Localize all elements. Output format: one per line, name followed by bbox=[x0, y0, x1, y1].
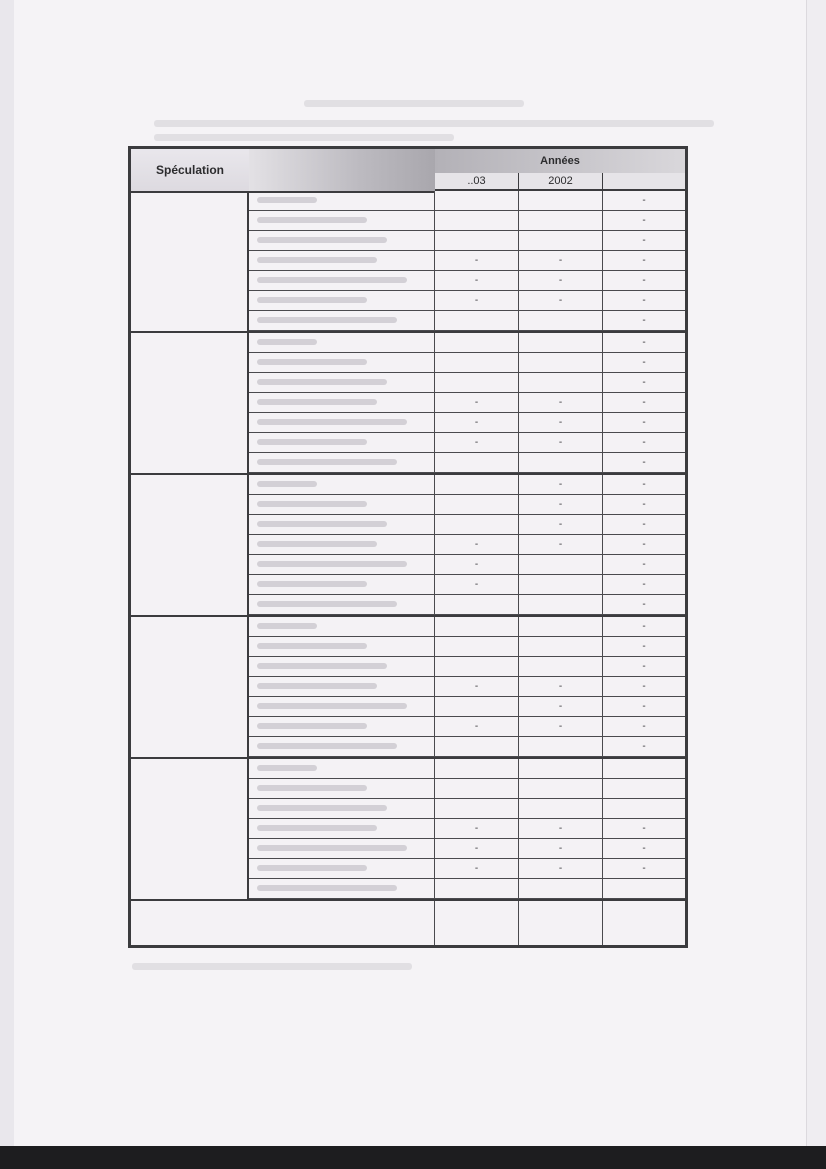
value-cell: - bbox=[642, 255, 646, 266]
criteria-cell bbox=[249, 879, 435, 898]
speculation-group bbox=[131, 617, 685, 759]
value-cell: - bbox=[642, 741, 646, 752]
value-cell bbox=[519, 617, 603, 636]
illegible-text bbox=[257, 765, 317, 771]
value-cell: - bbox=[435, 859, 519, 878]
value-cell: - bbox=[642, 315, 646, 326]
value-cell: - bbox=[435, 413, 519, 432]
illegible-text bbox=[257, 885, 397, 891]
table-row bbox=[249, 657, 685, 677]
value-cell: - bbox=[519, 839, 603, 858]
criteria-cell bbox=[249, 535, 435, 554]
value-cell: - bbox=[519, 697, 603, 716]
total-row bbox=[131, 901, 685, 945]
illegible-text bbox=[257, 845, 407, 851]
header-year-1: ..03 bbox=[435, 173, 519, 191]
value-cell: - bbox=[519, 271, 603, 290]
illegible-text bbox=[257, 581, 367, 587]
value-cell bbox=[435, 333, 519, 352]
criteria-cell bbox=[249, 453, 435, 472]
value-cell bbox=[603, 879, 685, 898]
illegible-text bbox=[257, 217, 367, 223]
criteria-cell bbox=[249, 575, 435, 594]
value-cell bbox=[519, 231, 603, 250]
value-cell bbox=[519, 799, 603, 818]
value-cell: - bbox=[435, 839, 519, 858]
criteria-cell bbox=[249, 677, 435, 696]
value-cell: - bbox=[435, 393, 519, 412]
value-cell bbox=[435, 453, 519, 472]
criteria-cell bbox=[249, 271, 435, 290]
value-cell: - bbox=[435, 819, 519, 838]
faded-title-line bbox=[154, 120, 714, 127]
value-cell: - bbox=[642, 599, 646, 610]
value-cell: - bbox=[519, 433, 603, 452]
value-cell: - bbox=[519, 291, 603, 310]
value-cell: - bbox=[435, 717, 519, 736]
table-row bbox=[249, 879, 685, 899]
table-row bbox=[249, 555, 685, 575]
criteria-cell bbox=[249, 191, 435, 210]
header-year-2: 2002 bbox=[519, 173, 603, 191]
value-cell: - bbox=[642, 357, 646, 368]
criteria-cell bbox=[249, 311, 435, 330]
value-cell: - bbox=[642, 579, 646, 590]
value-cell bbox=[435, 617, 519, 636]
value-cell bbox=[435, 211, 519, 230]
total-value-cell bbox=[519, 901, 603, 945]
value-cell: - bbox=[435, 555, 519, 574]
criteria-cell bbox=[249, 373, 435, 392]
value-cell: - bbox=[642, 863, 646, 874]
value-cell: - bbox=[642, 843, 646, 854]
value-cell: - bbox=[642, 539, 646, 550]
value-cell bbox=[435, 759, 519, 778]
speculation-group bbox=[131, 191, 685, 333]
value-cell: - bbox=[642, 499, 646, 510]
value-cell bbox=[435, 737, 519, 756]
illegible-text bbox=[257, 399, 377, 405]
value-cell: - bbox=[642, 823, 646, 834]
criteria-cell bbox=[249, 717, 435, 736]
value-cell: - bbox=[519, 413, 603, 432]
header-criteria bbox=[249, 149, 435, 193]
criteria-cell bbox=[249, 413, 435, 432]
faded-title-line bbox=[304, 100, 524, 107]
value-cell: - bbox=[519, 859, 603, 878]
illegible-text bbox=[257, 561, 407, 567]
value-cell bbox=[435, 637, 519, 656]
table-row bbox=[249, 617, 685, 637]
value-cell bbox=[603, 759, 685, 778]
illegible-text bbox=[257, 501, 367, 507]
value-cell: - bbox=[435, 291, 519, 310]
table-row bbox=[249, 575, 685, 595]
illegible-text bbox=[257, 643, 367, 649]
illegible-text bbox=[257, 459, 397, 465]
faded-title-line bbox=[154, 134, 454, 141]
table-row bbox=[249, 291, 685, 311]
value-cell: - bbox=[435, 677, 519, 696]
table-row bbox=[249, 595, 685, 615]
table-row bbox=[249, 759, 685, 779]
table-row bbox=[249, 637, 685, 657]
value-cell: - bbox=[435, 575, 519, 594]
illegible-text bbox=[257, 541, 377, 547]
value-cell: - bbox=[435, 251, 519, 270]
value-cell bbox=[603, 779, 685, 798]
value-cell bbox=[435, 799, 519, 818]
criteria-cell bbox=[249, 819, 435, 838]
value-cell: - bbox=[519, 819, 603, 838]
speculation-group bbox=[131, 333, 685, 475]
criteria-cell bbox=[249, 779, 435, 798]
value-cell: - bbox=[642, 641, 646, 652]
value-cell: - bbox=[642, 377, 646, 388]
criteria-cell bbox=[249, 839, 435, 858]
value-cell: - bbox=[519, 515, 603, 534]
illegible-text bbox=[257, 805, 387, 811]
criteria-cell bbox=[249, 595, 435, 614]
table-row bbox=[249, 251, 685, 271]
value-cell bbox=[435, 373, 519, 392]
table-row bbox=[249, 859, 685, 879]
value-cell bbox=[519, 637, 603, 656]
value-cell bbox=[435, 231, 519, 250]
illegible-text bbox=[257, 785, 367, 791]
criteria-cell bbox=[249, 657, 435, 676]
value-cell bbox=[519, 595, 603, 614]
value-cell: - bbox=[642, 337, 646, 348]
criteria-cell bbox=[249, 353, 435, 372]
table-row bbox=[249, 393, 685, 413]
value-cell bbox=[435, 879, 519, 898]
criteria-cell bbox=[249, 859, 435, 878]
table-row bbox=[249, 453, 685, 473]
speculation-group bbox=[131, 475, 685, 617]
value-cell: - bbox=[435, 535, 519, 554]
value-cell: - bbox=[519, 475, 603, 494]
illegible-text bbox=[257, 743, 397, 749]
value-cell bbox=[435, 779, 519, 798]
value-cell: - bbox=[519, 717, 603, 736]
table-row bbox=[249, 697, 685, 717]
faded-source-note bbox=[132, 963, 412, 970]
table-row bbox=[249, 819, 685, 839]
scan-bottom-edge bbox=[0, 1146, 826, 1169]
table-row bbox=[249, 373, 685, 393]
table-row bbox=[249, 677, 685, 697]
illegible-text bbox=[257, 257, 377, 263]
value-cell: - bbox=[642, 661, 646, 672]
illegible-text bbox=[257, 439, 367, 445]
value-cell: - bbox=[642, 437, 646, 448]
illegible-text bbox=[257, 865, 367, 871]
value-cell: - bbox=[642, 417, 646, 428]
illegible-text bbox=[257, 481, 317, 487]
value-cell: - bbox=[435, 433, 519, 452]
value-cell: - bbox=[642, 681, 646, 692]
table-row bbox=[249, 191, 685, 211]
value-cell bbox=[435, 697, 519, 716]
value-cell: - bbox=[642, 701, 646, 712]
criteria-cell bbox=[249, 475, 435, 494]
table-row bbox=[249, 475, 685, 495]
illegible-text bbox=[257, 339, 317, 345]
value-cell bbox=[519, 453, 603, 472]
table-row bbox=[249, 515, 685, 535]
illegible-text bbox=[257, 277, 407, 283]
value-cell bbox=[435, 311, 519, 330]
illegible-text bbox=[257, 359, 367, 365]
value-cell: - bbox=[642, 215, 646, 226]
header-year-3 bbox=[603, 173, 685, 191]
criteria-cell bbox=[249, 333, 435, 352]
table-row bbox=[249, 717, 685, 737]
value-cell bbox=[435, 657, 519, 676]
criteria-cell bbox=[249, 495, 435, 514]
value-cell: - bbox=[642, 519, 646, 530]
value-cell: - bbox=[642, 235, 646, 246]
table-row bbox=[249, 353, 685, 373]
header-speculation: Spéculation bbox=[131, 149, 251, 193]
value-cell: - bbox=[519, 393, 603, 412]
value-cell: - bbox=[642, 621, 646, 632]
speculation-label bbox=[131, 759, 249, 899]
value-cell bbox=[519, 311, 603, 330]
criteria-cell bbox=[249, 617, 435, 636]
value-cell bbox=[519, 779, 603, 798]
value-cell bbox=[519, 737, 603, 756]
table-row bbox=[249, 211, 685, 231]
illegible-text bbox=[257, 197, 317, 203]
value-cell bbox=[519, 211, 603, 230]
value-cell: - bbox=[642, 195, 646, 206]
criteria-cell bbox=[249, 555, 435, 574]
table-row bbox=[249, 535, 685, 555]
illegible-text bbox=[257, 379, 387, 385]
value-cell: - bbox=[642, 559, 646, 570]
value-cell bbox=[435, 191, 519, 210]
speculation-label bbox=[131, 475, 249, 615]
value-cell: - bbox=[642, 295, 646, 306]
value-cell bbox=[435, 475, 519, 494]
table-row bbox=[249, 779, 685, 799]
header-annees: Années bbox=[435, 149, 685, 174]
value-cell: - bbox=[519, 677, 603, 696]
criteria-cell bbox=[249, 211, 435, 230]
scan-left-edge bbox=[0, 0, 15, 1169]
table-row bbox=[249, 433, 685, 453]
table-row bbox=[249, 333, 685, 353]
value-cell bbox=[435, 353, 519, 372]
value-cell: - bbox=[435, 271, 519, 290]
value-cell: - bbox=[642, 721, 646, 732]
speculation-label bbox=[131, 191, 249, 331]
illegible-text bbox=[257, 419, 407, 425]
criteria-cell bbox=[249, 231, 435, 250]
speculation-label bbox=[131, 333, 249, 473]
value-cell bbox=[435, 595, 519, 614]
table-row bbox=[249, 737, 685, 757]
table-row bbox=[249, 495, 685, 515]
value-cell bbox=[519, 333, 603, 352]
value-cell bbox=[603, 799, 685, 818]
value-cell: - bbox=[519, 535, 603, 554]
value-cell: - bbox=[642, 275, 646, 286]
value-cell: - bbox=[642, 479, 646, 490]
total-value-cell bbox=[435, 901, 519, 945]
criteria-cell bbox=[249, 737, 435, 756]
illegible-text bbox=[257, 297, 367, 303]
criteria-cell bbox=[249, 393, 435, 412]
criteria-cell bbox=[249, 515, 435, 534]
illegible-text bbox=[257, 317, 397, 323]
value-cell bbox=[519, 555, 603, 574]
table-row bbox=[249, 271, 685, 291]
illegible-text bbox=[257, 683, 377, 689]
criteria-cell bbox=[249, 433, 435, 452]
illegible-text bbox=[257, 237, 387, 243]
speculation-group bbox=[131, 759, 685, 901]
table-row bbox=[249, 311, 685, 331]
value-cell bbox=[519, 657, 603, 676]
value-cell: - bbox=[642, 457, 646, 468]
criteria-cell bbox=[249, 759, 435, 778]
criteria-cell bbox=[249, 251, 435, 270]
illegible-text bbox=[257, 601, 397, 607]
illegible-text bbox=[257, 703, 407, 709]
table-row bbox=[249, 799, 685, 819]
illegible-text bbox=[257, 723, 367, 729]
speculation-label bbox=[131, 617, 249, 757]
total-value-cell bbox=[603, 901, 685, 945]
illegible-text bbox=[257, 521, 387, 527]
production-table bbox=[128, 146, 688, 948]
criteria-cell bbox=[249, 291, 435, 310]
value-cell: - bbox=[519, 495, 603, 514]
value-cell bbox=[519, 879, 603, 898]
value-cell bbox=[519, 191, 603, 210]
criteria-cell bbox=[249, 799, 435, 818]
value-cell bbox=[519, 353, 603, 372]
table-row bbox=[249, 231, 685, 251]
illegible-text bbox=[257, 623, 317, 629]
value-cell bbox=[519, 575, 603, 594]
illegible-text bbox=[257, 663, 387, 669]
criteria-cell bbox=[249, 637, 435, 656]
illegible-text bbox=[257, 825, 377, 831]
value-cell: - bbox=[642, 397, 646, 408]
value-cell: - bbox=[519, 251, 603, 270]
criteria-cell bbox=[249, 697, 435, 716]
table-row bbox=[249, 413, 685, 433]
value-cell bbox=[519, 373, 603, 392]
value-cell bbox=[435, 495, 519, 514]
value-cell bbox=[435, 515, 519, 534]
total-label-cell bbox=[131, 901, 435, 945]
table-row bbox=[249, 839, 685, 859]
value-cell bbox=[519, 759, 603, 778]
